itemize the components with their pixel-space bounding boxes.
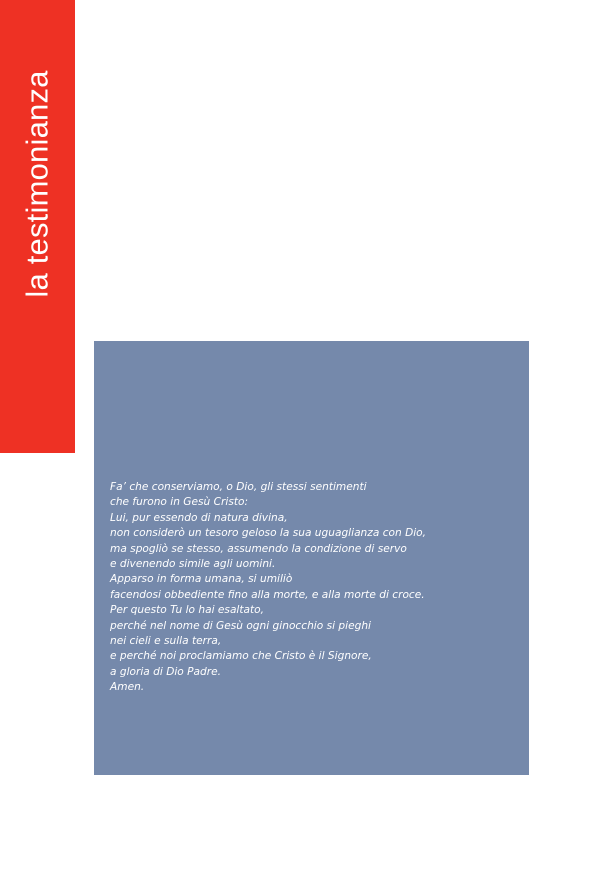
prayer-line: facendosi obbediente fino alla morte, e alla morte di croce. (110, 588, 425, 601)
prayer-line: nei cieli e sulla terra, (110, 635, 222, 648)
prayer-line: Lui, pur essendo di natura divina, (110, 511, 288, 524)
prayer-text (110, 480, 520, 696)
prayer-line: e divenendo simile agli uomini. (110, 558, 276, 571)
prayer-line: a gloria di Dio Padre. (110, 665, 221, 678)
prayer-line: Per questo Tu lo hai esaltato, (110, 604, 265, 617)
prayer-line: Fa’ che conserviamo, o Dio, gli stessi sentimenti (110, 481, 367, 493)
prayer-line: che furono in Gesù Cristo: (110, 496, 249, 509)
section-title: la testimonianza (19, 70, 55, 298)
prayer-box (94, 341, 529, 775)
prayer-line: e perché noi proclamiamo che Cristo è il Signore, (110, 650, 372, 663)
prayer-line: Apparso in forma umana, si umiliò (110, 573, 293, 586)
prayer-line: perché nel nome di Gesù ogni ginocchio si pieghi (110, 619, 371, 632)
prayer-line: ma spogliò se stesso, assumendo la condizione di servo (110, 542, 407, 555)
prayer-line: Amen. (110, 681, 145, 694)
side-band (0, 0, 75, 453)
prayer-line: non considerò un tesoro geloso la sua uguaglianza con Dio, (110, 527, 427, 540)
